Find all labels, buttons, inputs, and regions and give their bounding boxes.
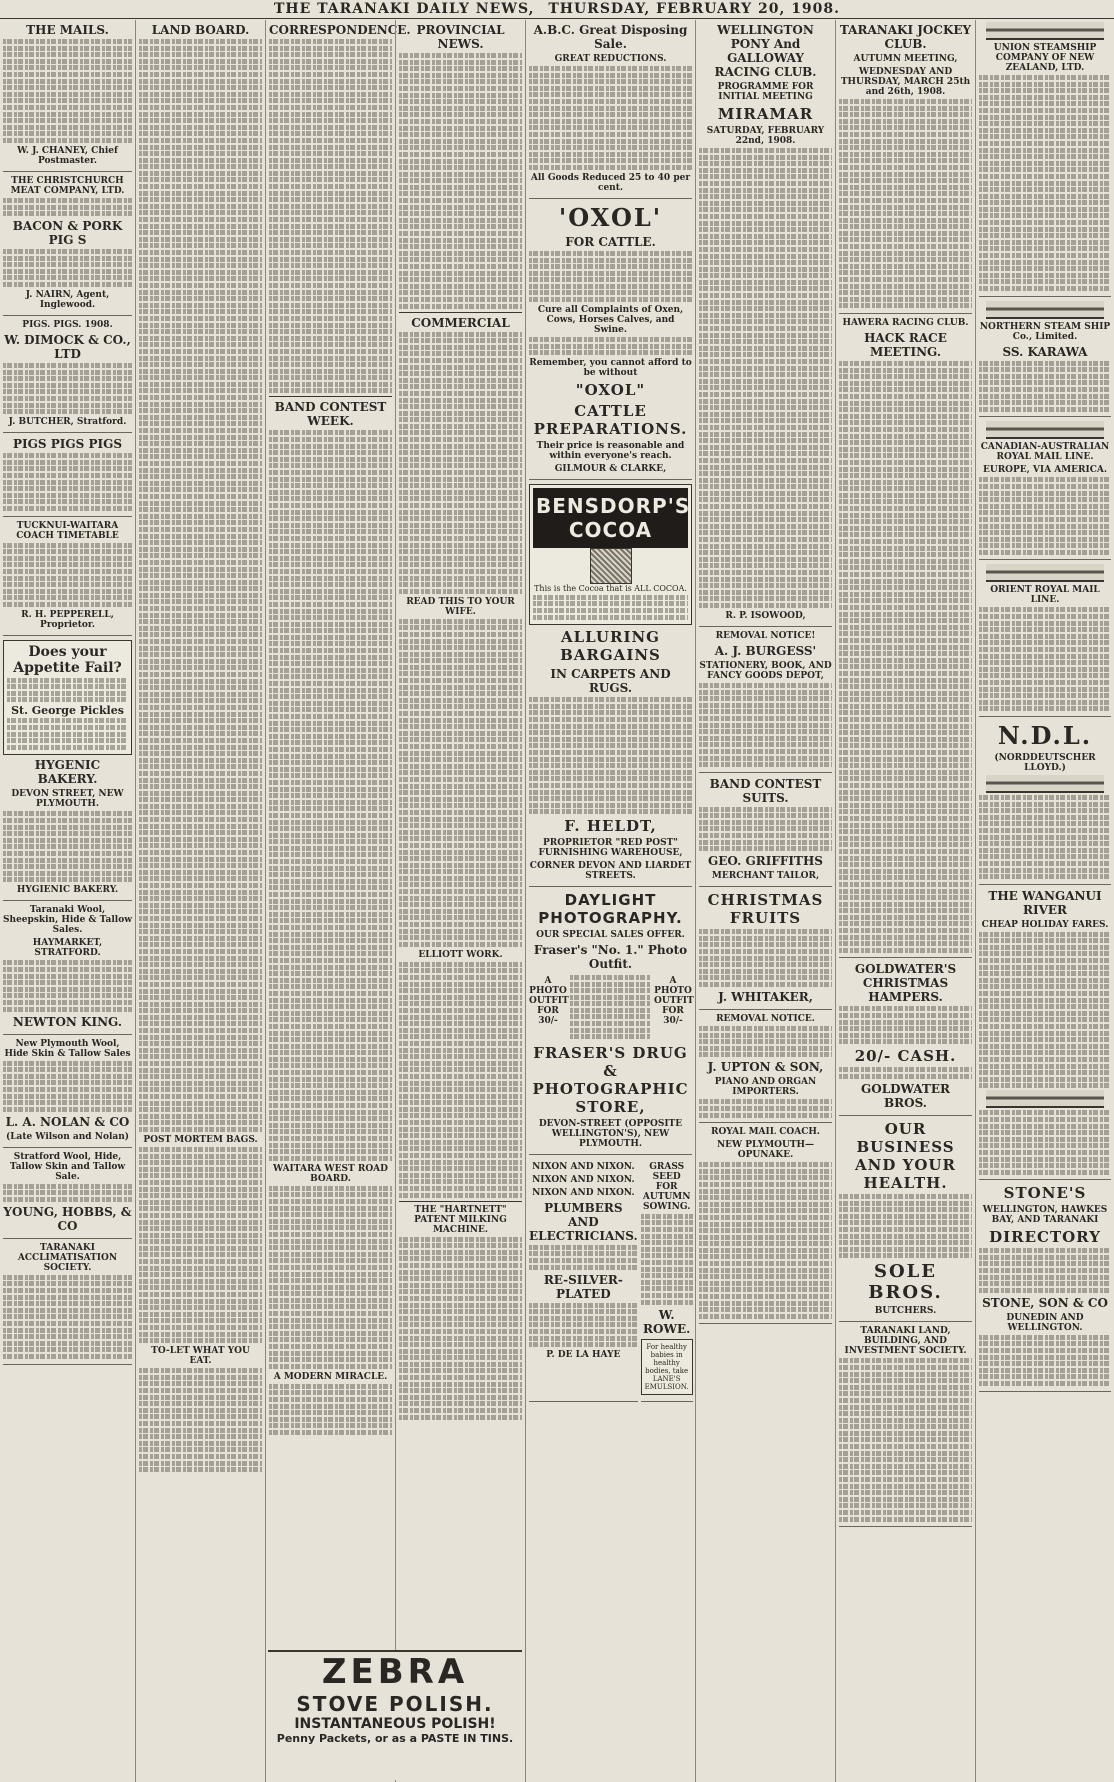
column-1 [0, 20, 135, 1782]
bensdorp-tagline: This is the Cocoa that is ALL COCOA. [534, 584, 687, 594]
column-4 [395, 20, 525, 1782]
provincial-heading: PROVINCIAL NEWS. [416, 23, 505, 51]
fraser-store: FRASER'S DRUG & PHOTOGRAPHIC STORE, [532, 1043, 689, 1116]
nolan-name: L. A. NOLAN & CO [5, 1114, 130, 1129]
isowood-signature: R. P. ISOWOOD, [725, 610, 806, 621]
correspondence-heading: CORRESPONDENCE. [269, 23, 411, 37]
columns [0, 20, 1114, 1782]
removal-notice: REMOVAL NOTICE! [715, 630, 816, 641]
jockey-autumn: AUTUMN MEETING, [853, 54, 958, 64]
griffiths-trade: MERCHANT TAILOR, [711, 871, 820, 882]
oxol-price: Their price is reasonable and within everyone's reach. [536, 441, 685, 462]
oxol-title: 'OXOL' [558, 202, 663, 232]
stones-region: WELLINGTON, HAWKES BAY, AND TARANAKI [982, 1205, 1108, 1226]
w-rowe: W. ROWE. [643, 1307, 691, 1336]
removal-notice-2: REMOVAL NOTICE. [716, 1014, 815, 1024]
heldt-address: CORNER DEVON AND LIARDET STREETS. [529, 861, 692, 882]
nixon-name: NIXON AND NIXON. [532, 1161, 635, 1172]
coach-signature: R. H. PEPPERELL, Proprietor. [21, 609, 114, 630]
cash-price: 20/- CASH. [854, 1047, 957, 1066]
bakery-heading: HYGENIC BAKERY. [34, 758, 101, 787]
jockey-date: WEDNESDAY AND THURSDAY, MARCH 25th and 26th, 1908. [840, 67, 971, 97]
emulsion-text: For healthy babies in healthy bodies, take LANE'S EMULSION. [644, 1342, 689, 1391]
directory-title: DIRECTORY [989, 1228, 1101, 1247]
cheap-fares: CHEAP HOLIDAY FARES. [981, 919, 1109, 930]
goldwater-bros: GOLDWATER BROS. [861, 1082, 950, 1110]
modern-miracle-heading: A MODERN MIRACLE. [273, 1371, 388, 1382]
stone-son-co: STONE, SON & CO [982, 1295, 1108, 1310]
dimock-heading: W. DIMOCK & CO., LTD [4, 333, 131, 362]
pickles-ad [3, 640, 132, 756]
zebra-subtitle: STOVE POLISH. [296, 1692, 494, 1716]
pickles-name: St. George Pickles [11, 703, 124, 717]
newton-king: NEWTON KING. [12, 1014, 123, 1029]
ss-karawa: SS. KARAWA [1002, 344, 1088, 359]
steamship-icon-4 [986, 564, 1105, 582]
pony-club-heading: WELLINGTON PONY And GALLOWAY RACING CLUB. [714, 23, 817, 79]
bacon-signature: J. NAIRN, Agent, Inglewood. [25, 290, 110, 311]
bensdorp-ad [529, 484, 692, 625]
bakery-signature: HYGIENIC BAKERY. [16, 885, 119, 896]
alluring-subtitle: IN CARPETS AND RUGS. [550, 667, 671, 696]
europe-america: EUROPE, VIA AMERICA. [982, 465, 1107, 476]
hack-meeting: HACK RACE MEETING. [864, 331, 947, 359]
zebra-title: ZEBRA [321, 1652, 469, 1692]
wanganui-river: THE WANGANUI RIVER [988, 888, 1102, 917]
fraser-outfit: Fraser's "No. 1." Photo Outfit. [533, 943, 688, 972]
heldt-name: F. HELDT, [564, 817, 657, 836]
nolan-sub: (Late Wilson and Nolan) [5, 1131, 130, 1142]
union-steamship: UNION STEAMSHIP COMPANY OF NEW ZEALAND, LTD. [993, 43, 1097, 73]
stones-title: STONE'S [1003, 1184, 1087, 1203]
mails-signature: W. J. CHANEY, Chief Postmaster. [17, 145, 118, 166]
bacon-heading: BACON & PORK PIG S [12, 219, 123, 248]
masthead-date: THURSDAY, FEBRUARY 20, 1908. [548, 1, 841, 17]
hawera-club: HAWERA RACING CLUB. [842, 318, 969, 328]
plumbers-electricians: PLUMBERS AND ELECTRICIANS. [529, 1200, 638, 1243]
butchers: BUTCHERS. [874, 1306, 937, 1317]
oxol-for-cattle: FOR CATTLE. [565, 234, 656, 249]
gilmour-clarke: GILMOUR & CLARKE, [554, 464, 667, 475]
abc-footer: All Goods Reduced 25 to 40 per cent. [530, 172, 691, 193]
np-wool-heading: New Plymouth Wool, Hide Skin & Tallow Sales [4, 1038, 131, 1059]
nixon-name-3: NIXON AND NIXON. [532, 1187, 635, 1198]
dimock-signature: J. BUTCHER, Stratford. [8, 417, 127, 428]
oxol-cure: Cure all Complaints of Oxen, Cows, Horses Calves, and Swine. [537, 305, 684, 336]
pony-date: SATURDAY, FEBRUARY 22nd, 1908. [706, 126, 825, 146]
pigs-heading: PIGS. PIGS. 1908. [22, 320, 113, 331]
wool-heading: Taranaki Wool, Sheepskin, Hide & Tallow Sales. [3, 905, 132, 936]
oxol-cattle-preparations: CATTLE PREPARATIONS. [533, 402, 688, 439]
mails-heading: THE MAILS. [26, 23, 109, 37]
column-6 [695, 20, 835, 1782]
daylight-offer: OUR SPECIAL SALES OFFER. [536, 930, 685, 941]
column-8 [975, 20, 1114, 1782]
acclimatisation-heading: TARANAKI ACCLIMATISATION SOCIETY. [17, 1242, 118, 1273]
re-silver-plated: RE-SILVER-PLATED [543, 1272, 623, 1301]
bakery-address: DEVON STREET, NEW PLYMOUTH. [11, 789, 124, 810]
fraser-address: DEVON-STREET (OPPOSITE WELLINGTON'S), NEW PLYMOUTH. [538, 1118, 683, 1149]
zebra-ad [268, 1650, 522, 1780]
royal-mail-coach: ROYAL MAIL COACH. [710, 1127, 820, 1138]
stratford-wool-heading: Stratford Wool, Hide, Tallow Skin and Tallow Sale. [9, 1151, 126, 1182]
alluring-title: ALLURING BARGAINS [560, 628, 661, 665]
masthead-title: THE TARANAKI DAILY NEWS, [273, 1, 535, 17]
masthead [0, 0, 1114, 19]
waitara-heading: WAITARA WEST ROAD BOARD. [273, 1163, 388, 1184]
oxol-quoted: "OXOL" [575, 381, 646, 400]
hartnett-heading: THE "HARTNETT" PATENT MILKING MACHINE. [414, 1204, 507, 1235]
appetite-question: Does your Appetite Fail? [13, 643, 122, 676]
photo-outfit-right: A PHOTO OUTFIT FOR 30/- [654, 976, 694, 1027]
upton-desc: PIANO AND ORGAN IMPORTERS. [714, 1077, 817, 1098]
column-2 [135, 20, 265, 1782]
haymarket: HAYMARKET, STRATFORD. [32, 938, 103, 959]
miramar: MIRAMAR [717, 105, 814, 123]
band-suits: BAND CONTEST SUITS. [709, 776, 822, 805]
steamship-icon-2 [986, 301, 1105, 319]
whitaker-name: J. WHITAKER, [718, 990, 813, 1004]
steamship-icon-5 [986, 775, 1105, 793]
jockey-club-heading: TARANAKI JOCKEY CLUB. [839, 23, 972, 51]
christmas-fruits: CHRISTMAS FRUITS [707, 891, 824, 928]
zebra-tagline: INSTANTANEOUS POLISH! [294, 1716, 496, 1732]
orient-line: ORIENT ROYAL MAIL LINE. [990, 585, 1100, 606]
bensdorp-illustration-icon [590, 548, 632, 584]
elliott-heading: ELLIOTT WORK. [418, 949, 503, 960]
steamship-icon-3 [986, 421, 1105, 439]
upton-name: J. UPTON & SON, [707, 1060, 824, 1075]
ndl-subtitle: (NORDDEUTSCHER LLOYD.) [994, 752, 1096, 773]
zebra-packets: Penny Packets, or as a PASTE IN TINS. [276, 1732, 514, 1745]
sole-bros: SOLE BROS. [868, 1261, 943, 1304]
taranaki-land-society: TARANAKI LAND, BUILDING, AND INVESTMENT SOCIETY. [844, 1326, 967, 1357]
canadian-line: CANADIAN-AUSTRALIAN ROYAL MAIL LINE. [980, 442, 1110, 463]
royal-mail-route: NEW PLYMOUTH—OPUNAKE. [716, 1140, 815, 1161]
goldwater-hampers: GOLDWATER'S CHRISTMAS HAMPERS. [854, 962, 957, 1005]
pigs2-heading: PIGS PIGS PIGS [12, 437, 122, 452]
steamship-icon-6 [986, 1090, 1105, 1108]
read-wife-heading: READ THIS TO YOUR WIFE. [406, 596, 515, 617]
de-la-haye: P. DE LA HAYE [546, 1350, 621, 1361]
daylight-title: DAYLIGHT PHOTOGRAPHY. [538, 891, 683, 928]
griffiths-name: GEO. GRIFFITHS [708, 854, 823, 869]
column-5 [525, 20, 695, 1782]
coach-heading: TUCKNUI-WAITARA COACH TIMETABLE [16, 520, 119, 541]
column-7 [835, 20, 975, 1782]
young-hobbs: YOUNG, HOBBS, & CO [3, 1204, 132, 1233]
abc-heading: A.B.C. Great Disposing Sale. [533, 23, 688, 51]
burgess-desc: STATIONERY, BOOK, AND FANCY GOODS DEPOT, [699, 660, 832, 681]
steamship-icon [986, 22, 1105, 40]
northern-steamship: NORTHERN STEAM SHIP Co., Limited. [979, 321, 1111, 342]
grass-seed: GRASS SEED FOR AUTUMN SOWING. [642, 1161, 691, 1212]
commercial-heading: COMMERCIAL [411, 315, 510, 330]
abc-subheading: GREAT REDUCTIONS. [554, 54, 667, 64]
pony-programme: PROGRAMME FOR INITIAL MEETING [717, 82, 814, 102]
burgess-name: A. J. BURGESS' [714, 643, 817, 658]
meat-heading: THE CHRISTCHURCH MEAT COMPANY, LTD. [10, 175, 125, 196]
photo-outfit-left: A PHOTO OUTFIT FOR 30/- [529, 976, 569, 1027]
band-contest-heading: BAND CONTEST WEEK. [274, 400, 387, 429]
nixon-name-2: NIXON AND NIXON. [532, 1174, 635, 1185]
column-3 [265, 20, 411, 1782]
land-board-heading: LAND BOARD. [151, 23, 250, 37]
stone-son-location: DUNEDIN AND WELLINGTON. [1006, 1312, 1084, 1333]
emulsion-ad [641, 1339, 693, 1395]
post-mortem-heading: POST MORTEM BAGS. [143, 1134, 258, 1145]
ndl-title: N.D.L. [997, 720, 1093, 750]
business-health: OUR BUSINESS AND YOUR HEALTH. [855, 1120, 956, 1192]
oxol-remember: Remember, you cannot afford to be without [529, 358, 692, 379]
bensdorp-title: BENSDORP'S COCOA [536, 494, 691, 543]
heldt-proprietor: PROPRIETOR "RED POST" FURNISHING WAREHOUSE, [538, 838, 683, 859]
to-let-heading: TO-LET WHAT YOU EAT. [151, 1346, 250, 1367]
land-board-text [139, 39, 262, 1132]
